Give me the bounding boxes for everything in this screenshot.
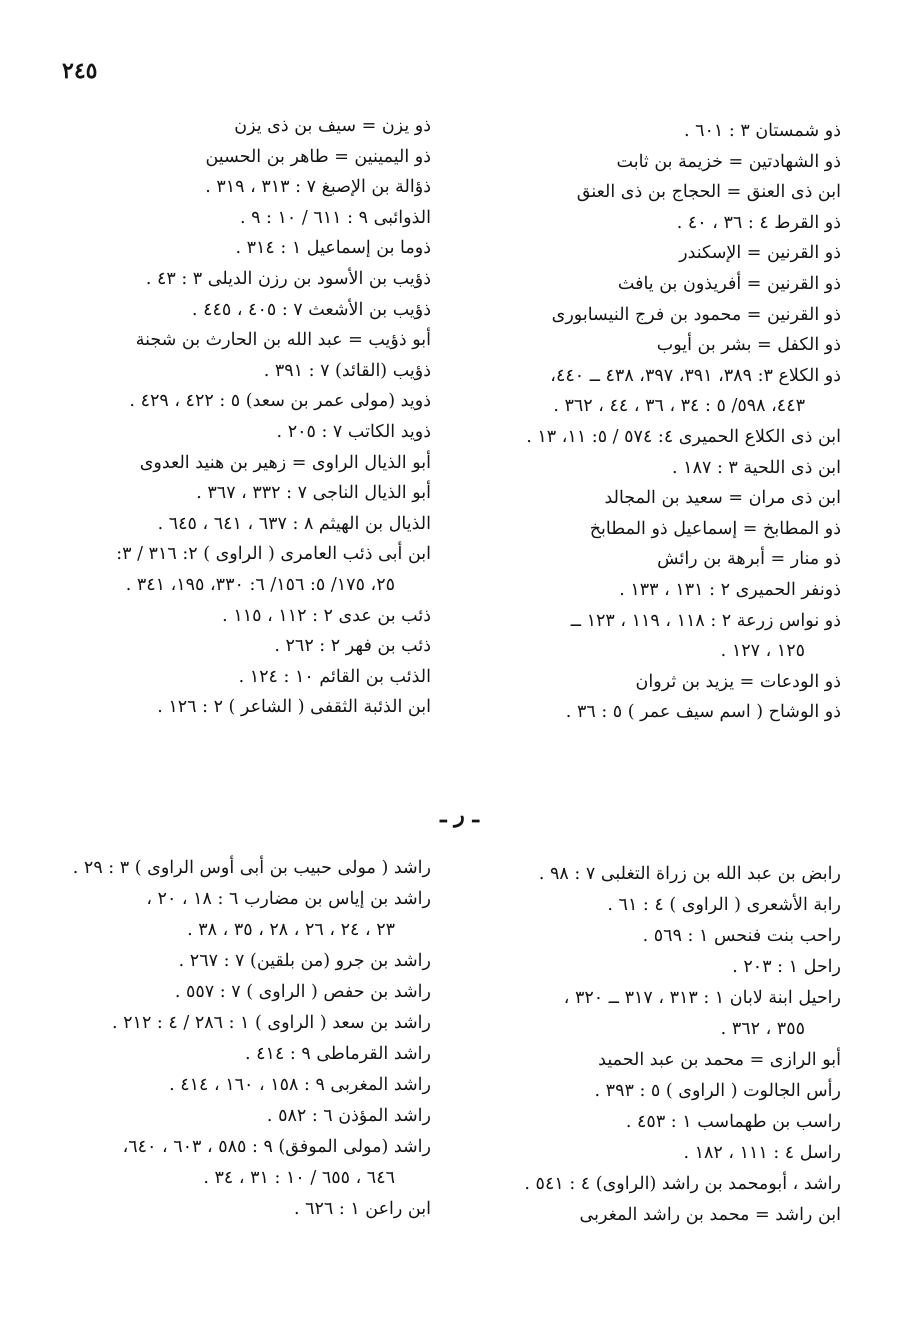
index-entry: ذويد (مولى عمر بن سعد) ٥ : ٤٢٢ ، ٤٢٩ . [129,391,431,412]
index-entry: ذو المطابخ = إسماعيل ذو المطابخ [589,518,841,539]
index-entry: راشد (مولى الموفق) ٩ : ٥٨٥ ، ٦٠٣ ، ٦٤٠، [122,1137,431,1157]
index-entry: ذو يزن = سيف بن ذى يزن [234,116,431,136]
page-number: ٢٤٥ [62,58,98,84]
index-entry: ٦٤٦ ، ٦٥٥ / ١٠ : ٣١ ، ٣٤ . [203,1168,395,1188]
index-column-right-top [451,116,841,728]
index-entry: ذو الودعات = يزيد بن ثروان [635,671,841,692]
index-entry: ٣٥٥ ، ٣٦٢ . [720,1019,805,1039]
index-entry: ذو القرنين = محمود بن فرج النيسابورى [551,304,841,325]
index-entry: ذو الوشاح ( اسم سيف عمر ) ٥ : ٣٦ . [565,702,841,723]
index-entry: ٢٣ ، ٢٤ ، ٢٦ ، ٢٨ ، ٣٥ ، ٣٨ . [187,920,395,940]
index-entry: راشد بن جرو (من بلقين) ٧ : ٢٦٧ . [178,951,431,971]
index-entry: ذو نواس زرعة ٢ : ١١٨ ، ١١٩ ، ١٢٣ ــ [570,610,841,631]
index-entry: ذو الشهادتين = خزيمة بن ثابت [616,151,841,172]
index-entry: ٤٤٣، ٥٩٨/ ٥ : ٣٤ ، ٣٦ ، ٤٤ ، ٣٦٢ . [553,396,805,417]
index-entry: الذوائبى ٩ : ٦١١ / ١٠ : ٩ . [239,207,431,228]
index-entry: راسب بن طهماسب ١ : ٤٥٣ . [625,1112,841,1132]
index-entry: ٢٥، ١٧٥/ ٥: ١٥٦/ ٦: ٣٣٠، ١٩٥، ٣٤١ . [125,574,395,595]
index-entry: ذو القرنين = الإسكندر [679,243,841,264]
index-entry: راشد القرماطى ٩ : ٤١٤ . [245,1044,431,1064]
index-entry: رابة الأشعرى ( الراوى ) ٤ : ٦١ . [607,895,841,915]
index-entry: الذيال بن الهيثم ٨ : ٦٣٧ ، ٦٤١ ، ٦٤٥ . [157,513,431,534]
index-entry: راشد ( مولى حبيب بن أبى أوس الراوى ) ٣ : ٢٩ . [72,858,431,878]
index-entry: ذو الكلاع ٣: ٣٨٩، ٣٩١، ٣٩٧، ٤٣٨ ــ ٤٤٠، [550,365,841,386]
index-entry: ذو شمستان ٣ : ٦٠١ . [683,121,841,141]
index-entry: ذونفر الحميرى ٢ : ١٣١ ، ١٣٣ . [619,579,841,600]
index-entry: ابن ذى اللحية ٣ : ١٨٧ . [672,457,841,478]
index-entry: راشد بن إياس بن مضارب ٦ : ١٨ ، ٢٠ ، [146,889,431,909]
index-entry: راشد بن سعد ( الراوى ) ١ : ٢٨٦ / ٤ : ٢١٢ . [112,1013,431,1033]
index-entry: راشد ، أبومحمد بن راشد (الراوى) ٤ : ٥٤١ . [524,1174,841,1194]
index-entry: ذويد الكاتب ٧ : ٢٠٥ . [276,421,431,442]
index-entry: راشد المؤذن ٦ : ٥٨٢ . [266,1106,431,1126]
index-entry: ذئب بن عدى ٢ : ١١٢ ، ١١٥ . [222,605,431,626]
index-entry: ابن راشد = محمد بن راشد المغربى [579,1205,841,1225]
index-entry: ذو القرط ٤ : ٣٦ ، ٤٠ . [676,212,841,233]
index-entry: ابن ذى الكلاع الحميرى ٤: ٥٧٤ / ٥: ١١، ١٣ . [526,426,841,447]
index-entry: ابن ذى العنق = الحجاج بن ذى العنق [576,182,841,203]
index-entry: راشد بن حفص ( الراوى ) ٧ : ٥٥٧ . [174,982,431,1002]
index-entry: راشد المغربى ٩ : ١٥٨ ، ١٦٠ ، ٤١٤ . [169,1075,431,1095]
index-column-left-bottom [31,853,431,1225]
index-entry: أبو الذيال الراوى = زهير بن هنيد العدوى [139,452,431,473]
index-entry: راحيل ابنة لابان ١ : ٣١٣ ، ٣١٧ ــ ٣٢٠ ، [563,988,841,1008]
index-entry: أبو ذؤيب = عبد الله بن الحارث بن شجنة [135,330,431,351]
index-entry: أبو الذيال الناجى ٧ : ٣٣٢ ، ٣٦٧ . [196,483,431,504]
index-entry: ذو اليمينين = طاهر بن الحسين [205,146,431,167]
index-entry: ذو منار = أبرهة بن رائش [657,549,841,570]
index-entry: رابض بن عبد الله بن زراة التغلبى ٧ : ٩٨ . [538,864,841,884]
index-entry: ذو الكفل = بشر بن أيوب [656,335,841,356]
index-column-left-top [31,111,431,723]
index-entry: ذؤيب (القائد) ٧ : ٣٩١ . [263,360,431,381]
index-entry: ١٢٥ ، ١٢٧ . [720,641,805,662]
index-entry: ابن أبى ذئب العامرى ( الراوى ) ٢: ٣١٦ / ٣: [116,544,431,565]
section-heading-ra: ـ ر ـ [440,802,479,828]
index-entry: ذئب بن فهر ٢ : ٢٦٢ . [274,636,431,657]
index-entry: راسل ٤ : ١١١ ، ١٨٢ . [683,1143,841,1163]
index-entry: الذئب بن القائم ١٠ : ١٢٤ . [238,666,431,687]
index-entry: رأس الجالوت ( الراوى ) ٥ : ٣٩٣ . [594,1081,841,1101]
index-entry: راحل ١ : ٢٠٣ . [732,957,841,977]
index-entry: ذؤالة بن الإصبغ ٧ : ٣١٣ ، ٣١٩ . [205,177,431,198]
index-entry: ذوما بن إسماعيل ١ : ٣١٤ . [235,238,431,259]
index-entry: ابن الذئبة الثقفى ( الشاعر ) ٢ : ١٢٦ . [157,697,431,718]
index-entry: ذؤيب بن الأشعث ٧ : ٤٠٥ ، ٤٤٥ . [191,299,431,320]
index-entry: ابن ذى مران = سعيد بن المجالد [604,488,841,509]
index-entry: أبو الرازى = محمد بن عبد الحميد [598,1050,841,1070]
index-entry: راحب بنت فنحس ١ : ٥٦٩ . [642,926,841,946]
index-entry: ذؤيب بن الأسود بن رزن الديلى ٣ : ٤٣ . [145,268,431,289]
index-entry: ابن راعن ١ : ٦٢٦ . [293,1199,431,1219]
index-column-right-bottom [451,859,841,1231]
index-entry: ذو القرنين = أفريذون بن يافث [617,273,841,294]
